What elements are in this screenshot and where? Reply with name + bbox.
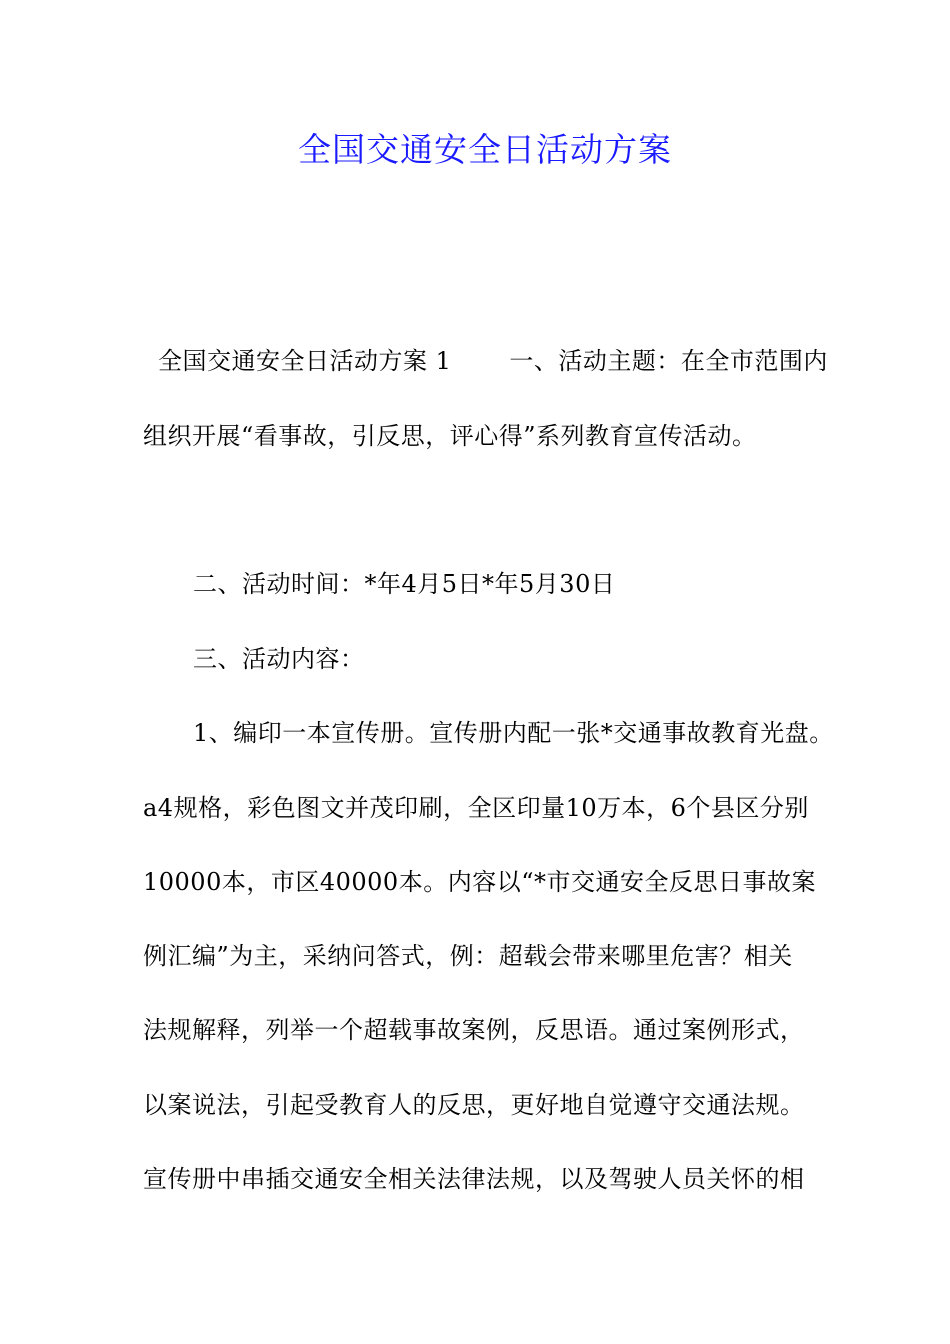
paragraph-line: 一、活动主题：在全市范围内 xyxy=(509,347,828,375)
paragraph-line: 10000本，市区40000本。内容以“*市交通安全反思日事故案 xyxy=(143,868,816,896)
document-subtitle: 全国交通安全日活动方案 1 xyxy=(158,347,452,375)
paragraph-line: 法规解释，列举一个超载事故案例，反思语。通过案例形式， xyxy=(143,1016,805,1044)
paragraph-line: 组织开展“看事故，引反思，评心得”系列教育宣传活动。 xyxy=(143,422,757,450)
activity-content-heading: 三、活动内容： xyxy=(193,645,365,673)
paragraph-line: 宣传册中串插交通安全相关法律法规，以及驾驶人员关怀的相 xyxy=(143,1165,805,1193)
activity-time-line: 二、活动时间：*年4月5日*年5月30日 xyxy=(193,570,616,598)
first-paragraph-line xyxy=(158,346,828,376)
paragraph-line: 1、编印一本宣传册。宣传册内配一张*交通事故教育光盘。 xyxy=(193,719,834,747)
document-title: 全国交通安全日活动方案 xyxy=(298,130,672,169)
paragraph-line: a4规格，彩色图文并茂印刷，全区印量10万本，6个县区分别 xyxy=(143,794,809,822)
paragraph-line: 以案说法，引起受教育人的反思，更好地自觉遵守交通法规。 xyxy=(143,1091,805,1119)
paragraph-line: 例汇编”为主，采纳问答式，例：超载会带来哪里危害？相关 xyxy=(143,942,793,970)
